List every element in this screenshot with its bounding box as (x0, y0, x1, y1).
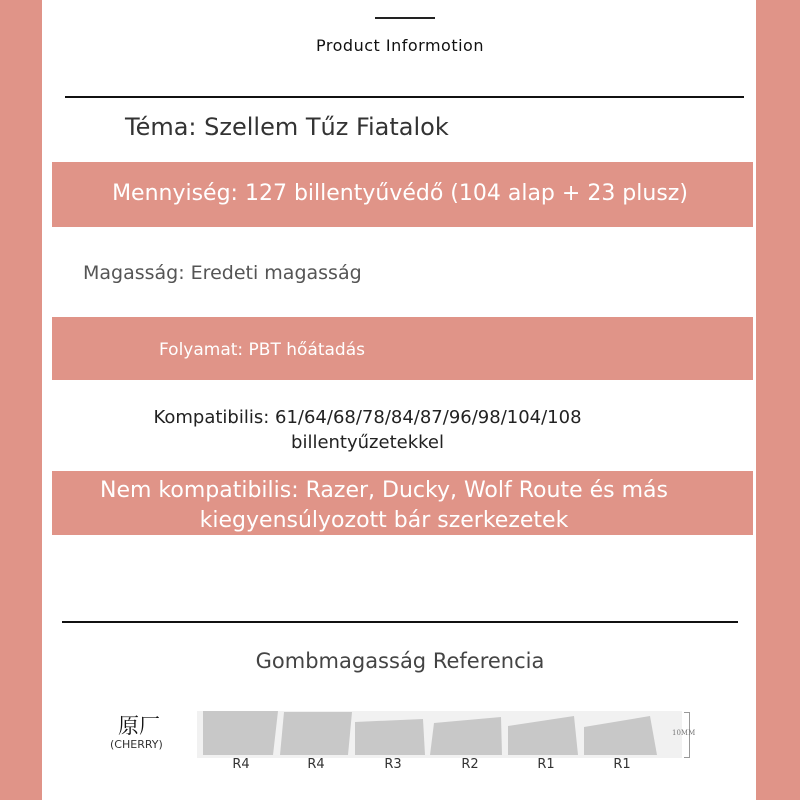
keycap-r4-2 (280, 712, 352, 755)
keycap-r1-1 (508, 716, 578, 755)
quantity-text: Mennyiség: 127 billentyűvédő (104 alap + 23 plusz) (112, 181, 688, 206)
profile-name-cn: 原厂 (118, 714, 160, 738)
compatible-line-1: Kompatibilis: 61/64/68/78/84/87/96/98/104/108 (153, 407, 582, 428)
profile-name-en: (CHERRY) (110, 738, 163, 751)
row-label: R4 (307, 757, 325, 772)
theme-text: Téma: Szellem Tűz Fiatalok (125, 113, 449, 141)
keycap-r3 (355, 719, 425, 755)
row-label: R2 (461, 757, 479, 772)
compatible-line-2: billentyűzetekkel (291, 432, 444, 453)
noncompatible-line-1: Nem kompatibilis: Razer, Ducky, Wolf Route és más (100, 478, 668, 503)
keycap-r1-2 (584, 716, 657, 755)
row-label: R1 (537, 757, 555, 772)
process-text: Folyamat: PBT hőátadás (159, 340, 365, 360)
keycap-r2 (430, 717, 502, 755)
row-label: R1 (613, 757, 631, 772)
row-label: R3 (384, 757, 402, 772)
noncompatible-line-2: kiegyensúlyozott bár szerkezetek (199, 508, 569, 533)
reference-title: Gombmagasság Referencia (255, 649, 545, 673)
keycap-r4-1 (203, 711, 278, 755)
row-label: R4 (232, 757, 250, 772)
height-label: 10MM (672, 729, 696, 737)
page-title: Product Informotion (316, 36, 484, 55)
height-text: Magasság: Eredeti magasság (83, 262, 362, 284)
